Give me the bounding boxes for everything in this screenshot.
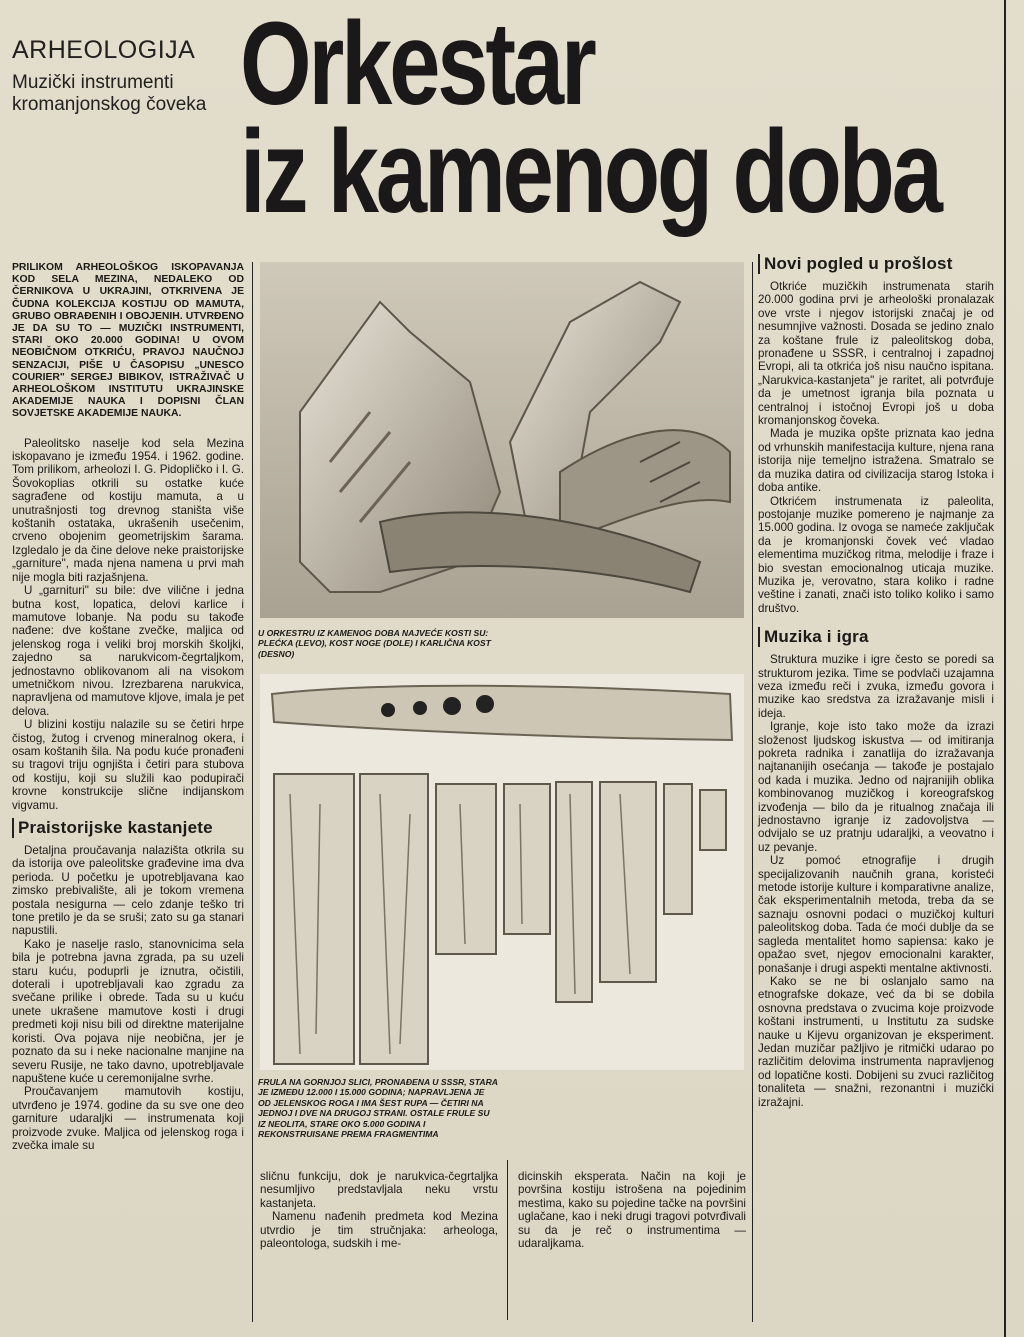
bone-photo-drawing: [260, 262, 744, 618]
section-kicker: ARHEOLOGIJA: [12, 36, 196, 64]
column-divider-bottom: [507, 1160, 508, 1320]
body-paragraph: sličnu funkciju, dok je narukvica-čegrtaljka nesumljivo predstavljala neku vrstu kastanjeta.: [260, 1170, 498, 1210]
lead-paragraph: PRILIKOM ARHEOLOŠKOG ISKOPAVANJA KOD SELA MEZINA, NEDALEKO OD ČERNIKOVA U UKRAJINI, OTKRIVENA JE ČUDNA KOLEKCIJA KOSTIJU OD MAMUTA, GRUBO OBRAĐENIH I OBOJENIH. UTVRĐENO JE DA SU TO — MUZIČKI INSTRUMENTI, STARI OKO 20.000 GODINA! U OVOM NEOBIČNOM OTKRIĆU, PRAVOJ NAUČNOJ SENZACIJI, PIŠE U ČASOPISU „UNESCO COURIER" SERGEJ BIBIKOV, ISTRAŽIVAČ U ARHEOLOŠKOM INSTITUTU UKRAJINSKE AKADEMIJE NAUKA I DOPISNI ČLAN SOVJETSKE AKADEMIJE NAUKA.: [12, 262, 244, 420]
body-paragraph: Kako je naselje raslo, stanovnicima sela bila je potrebna javna zgrada, pa su uzeli staru kuću, poduprli je iznutra, očistili, doterali i upotrebljavali kao zgradu za svečane prilike i obrede. Tada su u kuću unete ukrašene mamutove kosti i drugi predmeti koji nisu bili od direktne materijalne koristi. Ova pojava nije neobična, jer je poznato da su i neke nacionalne manjine na severu Rusije, ne tako davno, upotrebljavale napuštene kuće u ceremonijalne svrhe.: [12, 937, 244, 1085]
bottom-right-column: [518, 1170, 746, 1250]
bone-photo: [260, 262, 744, 618]
body-paragraph: Proučavanjem mamutovih kostiju, utvrđeno je 1974. godine da su sve one deo garniture udaraljki — instrumenata koji proizvode zvuke. Maljica od jelenskog roga i zvečka imale su: [12, 1085, 244, 1152]
body-paragraph: Kako se ne bi oslanjalo samo na etnografske dokaze, već da bi se dobila osnovna predstava o zvucima koje proizvode koštani instrumenti, u Institutu za sudske nauke u Kijevu organizovan je eksperiment. Jedan muzičar pažljivo je ritmički udarao po različitim delovima instrumenta napravljenog od lopatične kosti. Dobijeni su zvuci različitog tonaliteta — snažni, rezonantni i muzički izražajni.: [758, 974, 994, 1109]
body-paragraph: Uz pomoć etnografije i drugih specijalizovanih naučnih grana, koristeći metode istorije kulture i komparativne analize, čak eksperimentalnih metoda, treba da se saznaju osnovni podaci o muzičkoj kulturi paleolitskog doba. Tada će moći dublje da se sagleda mentalitet homo sapiensa: kako je opažao svet, njegov emocionalni karakter, ponašanje i drugi aspekti mentalne aktivnosti.: [758, 854, 994, 975]
column-divider-left: [252, 262, 253, 1322]
headline-line-2: iz kamenog doba: [240, 106, 940, 238]
section-heading: Muzika i igra: [758, 627, 994, 647]
left-column: [12, 262, 244, 1152]
body-paragraph: dicinskih eksperata. Način na koji je površina kostiju istrošena na pojedinim mestima, kako su pojedine tačke na površini uglačane, kao i neki drugi tragovi potvrđivali su da je reč o instrumentima — udaraljkama.: [518, 1170, 746, 1251]
bottom-left-column: [260, 1170, 498, 1250]
flute-photo-drawing: [260, 674, 744, 1070]
photo-caption: FRULA NA GORNJOJ SLICI, PRONAĐENA U SSSR, STARA JE IZMEĐU 12.000 I 15.000 GODINA; NAPRAVLJENA JE OD JELENSKOG ROGA I IMA ŠEST RUPA — ČETIRI NA JEDNOJ I DVE NA DRUGOJ STRANI. OSTALE FRULE SU IZ NEOLITA, STARE OKO 5.000 GODINA I REKONSTRUISANE PREMA FRAGMENTIMA: [258, 1077, 498, 1140]
body-paragraph: Detaljna proučavanja nalazišta otkrila su da istorija ove paleolitske građevine ima dva perioda. U početku je upotrebljavana kao zimsko prebivalište, ali je tokom vremena postala nesigurna — celo zdanje teško tri tone pretilo je da se sruši; zato su ga stanari napustili.: [12, 844, 244, 938]
body-paragraph: Otkrićem instrumenata iz paleolita, postojanje muzike pomereno je najmanje za 15.000 godina. Iz ovoga se nameće zaključak da je kromanjonski čovek već vladao elementima muzičkog ritma, melodije i fraze i bio svestan emocionalnog uticaja muzike. Muzika je, verovatno, stara koliko i radne veštine i zanati, znači isto toliko koliko i samo društvo.: [758, 494, 994, 615]
body-paragraph: Namenu nađenih predmeta kod Mezina utvrdio je tim stručnjaka: arheologa, paleontologa, sudskih i me-: [260, 1210, 498, 1251]
photo-caption: U ORKESTRU IZ KAMENOG DOBA NAJVEĆE KOSTI SU: PLEĆKA (LEVO), KOST NOGE (DOLE) I KARLIČNA KOST (DESNO): [258, 628, 491, 659]
headline-line-1: Orkestar: [240, 0, 594, 130]
body-paragraph: Mada je muzika opšte priznata kao jedna od vrhunskih manifestacija kulture, njena rana istorija nije temeljno istražena. Smatralo se da muzika datira od civilizacija starog Istoka i doba antike.: [758, 427, 994, 495]
page-edge-line: [1004, 0, 1006, 1337]
right-column: [758, 254, 994, 1109]
section-heading: Praistorijske kastanjete: [12, 818, 244, 838]
body-paragraph: U „garnituri" su bile: dve vilične i jedna butna kost, lopatica, delovi karlice i mamutove lobanje. Na podu su takođe nađene: dve koštane zvečke, maljica od jelenskog roga i veliki broj morskih školjki, zajedno sa narukvicom-čegrtaljkom, jednostavno oblikovanom ali na visokom umetničkom nivou. Izrezbarena narukvica, napravljena od mamutove kljove, imala je pet delova.: [12, 584, 244, 718]
body-paragraph: Otkriće muzičkih instrumenata starih 20.000 godina prvi je arheološki pronalazak ove vrste i njegov istorijski značaj je od nesumnjive važnosti. Dosada se jedino znalo za koštane frule iz paleolitskog doba, pronađene u SSSR, i centralnoj i zapadnoj Evropi, ali ta otkrića još nisu naučno ispitana. „Narukvica-kastanjeta" je raritet, ali potvrđuje da je umetnost igranja bila poznata u centralnoj i istočnoj Evropi još u doba kromanjonskog čoveka.: [758, 280, 994, 428]
article-headline: [240, 0, 940, 238]
column-divider-right: [752, 262, 753, 1322]
section-heading: Novi pogled u prošlost: [758, 254, 994, 274]
body-paragraph: Igranje, koje isto tako može da izrazi složenost ljudskog iskustva — od imitiranja pokreta radnika i zanatlija do izražavanja najtananijih osećanja — takođe je postajalo od kada i muzika. Jedno od najranijih oblika kombinovanog muzičkog i koreografskog izvođenja — bilo da je ritualnog značaja ili jednostavno igranje iz zadovoljstva — odvijalo se uz pratnju udaraljki, a veovatno i uz pevanje.: [758, 720, 994, 854]
body-paragraph: Struktura muzike i igre često se poredi sa strukturom jezika. Time se podvlači uzajamna veza između reči i zvuka, između govora i muzike kao sredstva za izražavanje misli i ideja.: [758, 653, 994, 720]
body-paragraph: U blizini kostiju nalazile su se četiri hrpe čistog, žutog i crvenog mineralnog okera, i osam koštanih šila. Na podu kuće pronađeni su tragovi triju ognjišta i četiri para stubova od kostiju, koji su služili kao podupirači krovne konstrukcije slične indijanskom vigvamu.: [12, 718, 244, 812]
flute-photo: [260, 674, 744, 1070]
body-paragraph: Paleolitsko naselje kod sela Mezina iskopavano je između 1954. i 1962. godine. Tom prilikom, arheolozi I. G. Pidopličko i I. G. Šovokoplias otkrili su ostatke kuće sagrađene od kostiju mamuta, a u unutrašnjosti tog drevnog staništa više koštanih ostataka, ukrašenih usečenim, crveno obojenim geometrijskim šarama. Izgledalo je da čine delove neke praistorijske „garniture", mada njena namena u prvi mah nije mogla biti razjašnjena.: [12, 436, 244, 584]
article-subtitle: Muzički instrumenti kromanjonskog čoveka: [12, 72, 207, 115]
